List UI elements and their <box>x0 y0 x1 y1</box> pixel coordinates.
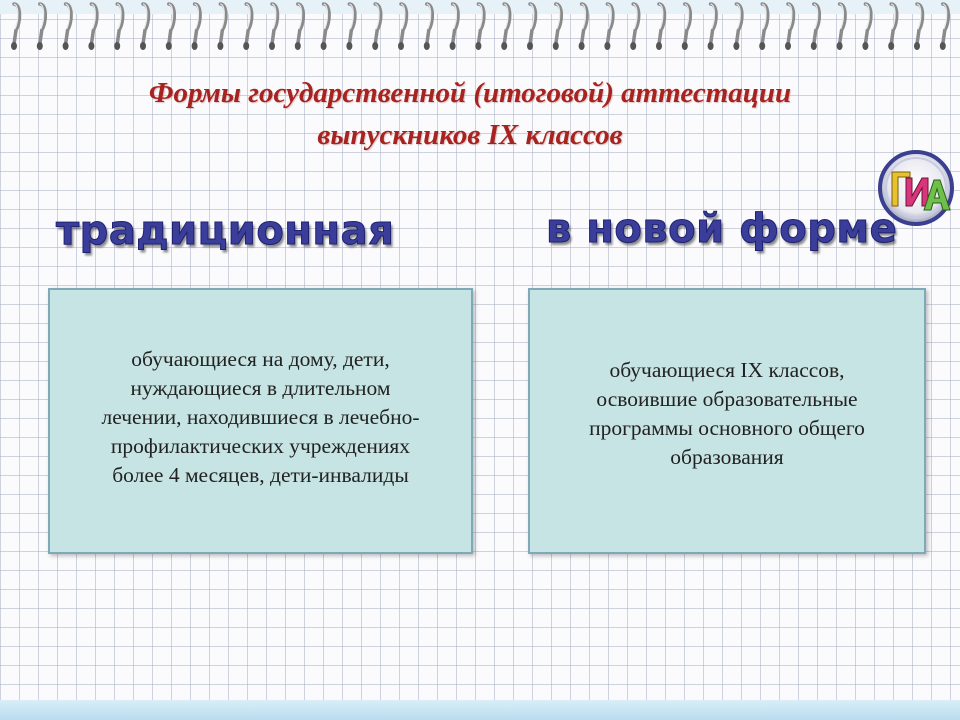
title-line-1: Формы государственной (итоговой) аттестации <box>148 77 792 109</box>
gia-logo-text: ГИА <box>916 226 919 227</box>
slide-title <box>20 72 920 156</box>
traditional-box <box>48 288 473 554</box>
notebook-spiral-binding <box>0 0 960 60</box>
text-line: обучающиеся IX классов, <box>609 358 845 382</box>
new-form-description <box>589 356 865 472</box>
title-line-2: выпускников IX классов <box>317 119 623 151</box>
text-line: обучающиеся на дому, дети, <box>131 346 390 371</box>
text-line: лечении, находившиеся в лечебно- <box>101 404 420 429</box>
text-line: освоившие образовательные <box>596 387 858 411</box>
text-line: более 4 месяцев, дети-инвалиды <box>112 462 409 487</box>
new-form-box <box>528 288 926 554</box>
text-line: профилактических учреждениях <box>110 433 411 458</box>
text-line: нуждающиеся в длительном <box>130 375 391 400</box>
heading-traditional: традиционная <box>56 208 395 254</box>
bottom-bar <box>0 700 960 720</box>
text-line: образования <box>670 445 784 469</box>
traditional-description <box>102 345 420 490</box>
heading-new-form: в новой форме <box>546 206 898 252</box>
text-line: программы основного общего <box>589 416 865 440</box>
